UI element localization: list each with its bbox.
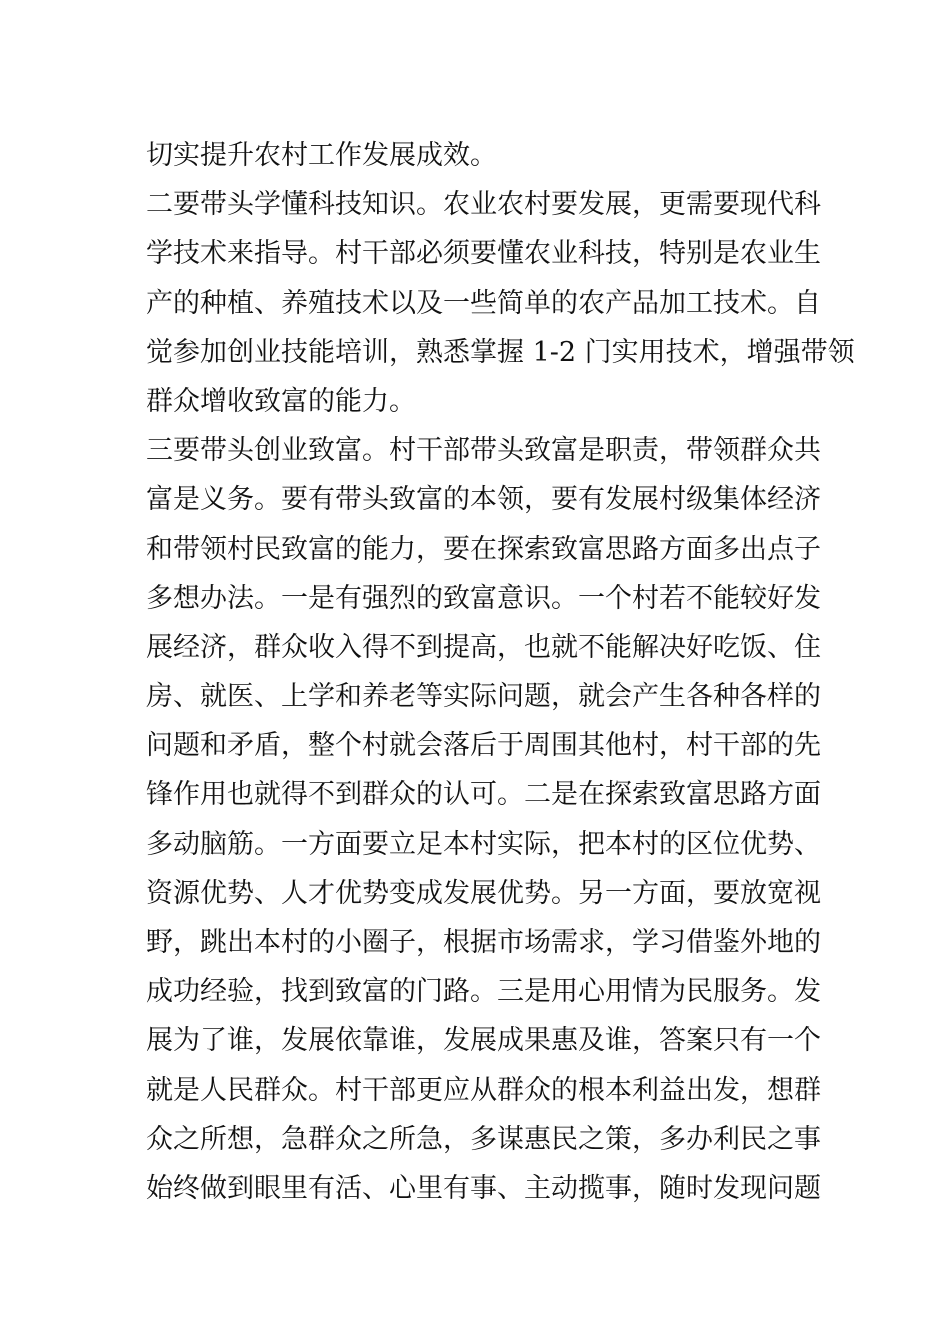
body-text [146,131,855,1213]
text-line: 锋作用也就得不到群众的认可。二是在探索致富思路方面 [146,779,821,811]
text-line: 二要带头学懂科技知识。农业农村要发展，更需要现代科 [146,189,821,221]
text-line: 多想办法。一是有强烈的致富意识。一个村若不能较好发 [146,582,821,614]
text-line: 展经济，群众收入得不到提高，也就不能解决好吃饭、住 [146,631,821,663]
text-line: 问题和矛盾，整个村就会落后于周围其他村，村干部的先 [146,730,821,762]
text-line: 和带领村民致富的能力，要在探索致富思路方面多出点子 [146,533,821,565]
text-line: 学技术来指导。村干部必须要懂农业科技，特别是农业生 [146,238,821,270]
text-line: 展为了谁，发展依靠谁，发展成果惠及谁，答案只有一个 [146,1025,821,1057]
text-line: 就是人民群众。村干部更应从群众的根本利益出发，想群 [146,1074,821,1106]
text-line: 三要带头创业致富。村干部带头致富是职责，带领群众共 [146,435,821,467]
text-line: 觉参加创业技能培训，熟悉掌握 1-2 门实用技术，增强带领 [146,336,855,368]
text-line: 众之所想，急群众之所急，多谋惠民之策，多办利民之事 [146,1123,821,1155]
text-line: 始终做到眼里有活、心里有事、主动揽事，随时发现问题 [146,1172,821,1204]
text-line: 群众增收致富的能力。 [146,385,416,417]
text-line: 富是义务。要有带头致富的本领，要有发展村级集体经济 [146,484,821,516]
text-line: 产的种植、养殖技术以及一些简单的农产品加工技术。自 [146,287,821,319]
text-line: 多动脑筋。一方面要立足本村实际，把本村的区位优势、 [146,828,821,860]
text-line: 野，跳出本村的小圈子，根据市场需求，学习借鉴外地的 [146,927,821,958]
text-line: 切实提升农村工作发展成效。 [146,140,497,171]
text-line: 房、就医、上学和养老等实际问题，就会产生各种各样的 [146,681,821,713]
text-line: 成功经验，找到致富的门路。三是用心用情为民服务。发 [146,976,821,1008]
text-line: 资源优势、人才优势变成发展优势。另一方面，要放宽视 [146,877,821,909]
